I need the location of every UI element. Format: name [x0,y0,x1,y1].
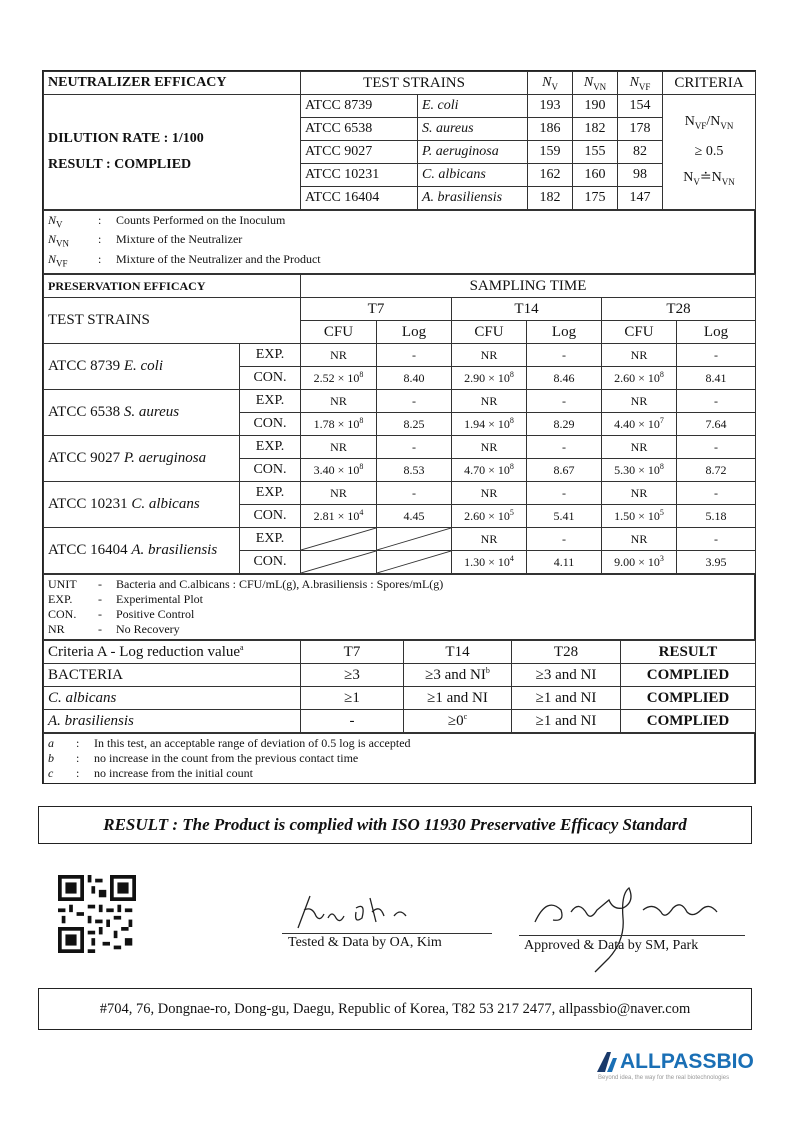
strain-name: ATCC 16404 A. brasiliensis [44,528,240,574]
con-log-value: 8.41 [677,367,756,390]
note-text: Bacteria and C.albicans : CFU/mL(g), A.brasiliensis : Spores/mL(g) [116,577,444,592]
con-log-value: 8.25 [377,413,452,436]
nv-value: 193 [528,95,573,118]
criteria-t28-value: ≥1 and NI [512,687,621,710]
criteria-notes: a : In this test, an acceptable range of deviation of 0.5 log is accepted b : no increase in the count from the previous contact time c : no increase from the initial count [43,733,755,783]
nvn-value: 160 [573,164,618,187]
strain-name: ATCC 8739 E. coli [44,344,240,390]
con-log-value: 8.40 [377,367,452,390]
con-log-value: 8.29 [527,413,602,436]
con-log-value: 4.45 [377,505,452,528]
con-label: CON. [240,367,301,390]
cfu-header: CFU [452,321,527,344]
allpassbio-logo [596,1050,754,1085]
con-cfu-value: $3.40 \times 10^8$ [301,459,377,482]
exp-log-value: - [677,482,756,505]
nvn-header: $N_{VN}$ [573,72,618,95]
criteria-t7-value: - [301,710,404,733]
strain-name: ATCC 9027 P. aeruginosa [44,436,240,482]
exp-label: EXP. [240,482,301,505]
exp-cfu-value: NR [602,482,677,505]
atcc-code: ATCC 9027 [301,141,418,164]
exp-log-value [377,528,452,551]
cfu-header: CFU [301,321,377,344]
con-cfu-value: $2.81 \times 10^4$ [301,505,377,528]
con-log-value: 4.11 [527,551,602,574]
log-header: Log [677,321,756,344]
nvf-value: 154 [618,95,663,118]
result-statement: RESULT : The Product is complied with ISO 11930 Preservative Efficacy Standard [38,806,752,844]
logo-mark-icon [596,1050,620,1074]
nvf-value: 147 [618,187,663,210]
approver-signature [525,880,740,975]
approved-by: Approved & Data by SM, Park [524,938,699,953]
note-key: a [48,736,54,751]
criteria-result: COMPLIED [621,710,756,733]
note-key: $N_V$ [48,213,63,230]
nvn-value: 155 [573,141,618,164]
time-t28: T28 [602,298,756,321]
qr-code-icon[interactable] [58,875,136,953]
con-label: CON. [240,551,301,574]
tester-signature [290,888,420,933]
dilution-rate: DILUTION RATE : 1/100 [48,131,204,146]
criteria-header: CRITERIA [663,72,756,95]
strain-exp-row [44,528,756,551]
exp-cfu-value: NR [452,528,527,551]
species-name: P. aeruginosa [418,141,528,164]
log-header: Log [527,321,602,344]
exp-label: EXP. [240,528,301,551]
species-name: C. albicans [418,164,528,187]
exp-cfu-value: NR [301,436,377,459]
strain-rows [44,344,756,574]
tester-signature-line [282,933,492,934]
test-strains-label: TEST STRAINS [44,298,301,344]
report-frame [42,70,756,784]
note-key: b [48,751,54,766]
nvf-value: 98 [618,164,663,187]
con-cfu-value: $2.60 \times 10^8$ [602,367,677,390]
atcc-code: ATCC 6538 [301,118,418,141]
criteria-t7-value: ≥1 [301,687,404,710]
criteria-t7-value: ≥3 [301,664,404,687]
exp-log-value: - [677,528,756,551]
approver-signature-line [519,935,745,936]
note-text: Mixture of the Neutralizer and the Product [116,251,321,266]
exp-log-value: - [377,436,452,459]
preservation-table [43,274,756,574]
criteria-table [43,640,756,733]
nv-value: 162 [528,164,573,187]
con-cfu-value: $1.50 \times 10^5$ [602,505,677,528]
note-key: NR [48,622,65,637]
nv-header: $N_V$ [528,72,573,95]
strain-exp-row [44,436,756,459]
strain-name: ATCC 6538 S. aureus [44,390,240,436]
tested-by: Tested & Data by OA, Kim [288,935,442,950]
exp-log-value: - [377,390,452,413]
criteria-t14-value: ≥1 and NI [404,687,512,710]
exp-log-value: - [527,528,602,551]
con-cfu-value: $2.52 \times 10^8$ [301,367,377,390]
exp-log-value: - [527,436,602,459]
con-log-value: 8.72 [677,459,756,482]
nv-value: 182 [528,187,573,210]
con-cfu-value: $5.30 \times 10^8$ [602,459,677,482]
atcc-code: ATCC 8739 [301,95,418,118]
exp-log-value: - [377,482,452,505]
time-t7: T7 [301,298,452,321]
strain-exp-row [44,482,756,505]
note-key: c [48,766,54,781]
con-cfu-value: $1.78 \times 10^8$ [301,413,377,436]
atcc-code: ATCC 10231 [301,164,418,187]
exp-log-value: - [677,390,756,413]
note-text: Counts Performed on the Inoculum [116,213,286,227]
note-key: $N_{VF}$ [48,251,68,269]
exp-cfu-value: NR [301,482,377,505]
exp-cfu-value: NR [602,344,677,367]
strain-exp-row [44,344,756,367]
cfu-header: CFU [602,321,677,344]
criteria-t28-value: ≥1 and NI [512,710,621,733]
con-log-value: 5.41 [527,505,602,528]
exp-label: EXP. [240,436,301,459]
empty-cell-slash [377,551,451,573]
note-text: Positive Control [116,607,195,622]
criteria-result: COMPLIED [621,687,756,710]
strain-exp-row [44,390,756,413]
sampling-time: SAMPLING TIME [301,275,756,298]
criteria-t28: T28 [512,641,621,664]
note-key: $N_{VN}$ [48,232,70,249]
criteria-t14: T14 [404,641,512,664]
note-text: Mixture of the Neutralizer [116,232,243,247]
neutralizer-table [43,71,756,210]
note-key: CON. [48,607,77,622]
exp-log-value: - [377,344,452,367]
exp-cfu-value: NR [602,390,677,413]
con-log-value: 8.46 [527,367,602,390]
unit-notes: UNIT - Bacteria and C.albicans : CFU/mL(g), A.brasiliensis : Spores/mL(g) EXP. - Experimental Plot CON. - Positive Control NR - No Recovery [43,574,755,640]
con-cfu-value: $2.90 \times 10^8$ [452,367,527,390]
criteria-a-header: Criteria A - Log reduction value$^a$ [44,641,301,664]
con-label: CON. [240,459,301,482]
criteria-equivalence: $N_V≐N_{VN}$ [683,170,735,187]
criteria-t14-value: ≥3 and $NI^b$ [404,664,512,687]
con-label: CON. [240,413,301,436]
neutralizer-title: NEUTRALIZER EFFICACY [44,72,301,95]
nvn-value: 175 [573,187,618,210]
exp-label: EXP. [240,344,301,367]
con-cfu-value: $9.00 \times 10^3$ [602,551,677,574]
con-log-value: 8.67 [527,459,602,482]
empty-cell-slash [301,528,376,550]
exp-cfu-value: NR [452,390,527,413]
con-label: CON. [240,505,301,528]
note-text: No Recovery [116,622,180,637]
nvf-value: 178 [618,118,663,141]
exp-log-value: - [527,482,602,505]
con-log-value: 3.95 [677,551,756,574]
criteria-result-header: RESULT [621,641,756,664]
exp-label: EXP. [240,390,301,413]
nvf-header: $N_{VF}$ [618,72,663,95]
time-t14: T14 [452,298,602,321]
criteria-ratio: $N_{VF}/N_{VN}$ [684,114,734,131]
neutralizer-notes: $N_V$ : Counts Performed on the Inoculum $N_{VN}$ : Mixture of the Neutralizer $N_{VF}$ : Mixture of the Neutralizer and the Product [43,210,755,274]
exp-cfu-value: NR [602,436,677,459]
nv-value: 186 [528,118,573,141]
criteria-t7: T7 [301,641,404,664]
criteria-row-name: A. brasiliensis [44,710,301,733]
exp-log-value: - [527,390,602,413]
note-text: Experimental Plot [116,592,203,607]
note-text: no increase from the initial count [94,766,253,781]
nvn-value: 190 [573,95,618,118]
neutralizer-result: RESULT : COMPLIED [48,157,192,172]
note-text: no increase in the count from the previous contact time [94,751,359,766]
empty-cell-slash [301,551,376,573]
species-name: A. brasiliensis [418,187,528,210]
con-cfu-value: $4.40 \times 10^7$ [602,413,677,436]
con-cfu-value: $4.70 \times 10^8$ [452,459,527,482]
criteria-result: COMPLIED [621,664,756,687]
strain-name: ATCC 10231 C. albicans [44,482,240,528]
con-cfu-value: $2.60 \times 10^5$ [452,505,527,528]
criteria-row-name: C. albicans [44,687,301,710]
nv-value: 159 [528,141,573,164]
nvn-value: 182 [573,118,618,141]
exp-cfu-value: NR [301,344,377,367]
con-cfu-value: $1.30 \times 10^4$ [452,551,527,574]
criteria-t14-value: $\ge 0^c$ [404,710,512,733]
preservation-title: PRESERVATION EFFICACY [44,275,301,298]
exp-cfu-value: NR [301,390,377,413]
con-log-value [377,551,452,574]
note-text: In this test, an acceptable range of deviation of 0.5 log is accepted [94,736,411,751]
criteria-cell [663,95,756,210]
logo-tagline: Beyond idea, the way for the real biotechnologies [598,1075,730,1081]
log-header: Log [377,321,452,344]
note-key: EXP. [48,592,73,607]
con-cfu-value [301,551,377,574]
exp-log-value: - [677,436,756,459]
exp-log-value: - [677,344,756,367]
species-name: E. coli [418,95,528,118]
note-key: UNIT [48,577,77,592]
empty-cell-slash [377,528,451,550]
exp-cfu-value: NR [602,528,677,551]
company-address: #704, 76, Dongnae-ro, Dong-gu, Daegu, Republic of Korea, T82 53 217 2477, allpassbio@naver.com [38,988,752,1030]
con-cfu-value: $1.94 \times 10^8$ [452,413,527,436]
exp-log-value: - [527,344,602,367]
test-strains-header: TEST STRAINS [301,72,528,95]
nvf-value: 82 [618,141,663,164]
criteria-threshold: ≥ 0.5 [694,144,724,159]
criteria-t28-value: ≥3 and NI [512,664,621,687]
dilution-result-cell [44,95,301,210]
atcc-code: ATCC 16404 [301,187,418,210]
species-name: S. aureus [418,118,528,141]
exp-cfu-value: NR [452,436,527,459]
logo-text: ALLPASSBIO [620,1050,754,1073]
exp-cfu-value: NR [452,482,527,505]
con-log-value: 7.64 [677,413,756,436]
con-log-value: 8.53 [377,459,452,482]
criteria-row-name: BACTERIA [44,664,301,687]
exp-cfu-value [301,528,377,551]
exp-cfu-value: NR [452,344,527,367]
con-log-value: 5.18 [677,505,756,528]
